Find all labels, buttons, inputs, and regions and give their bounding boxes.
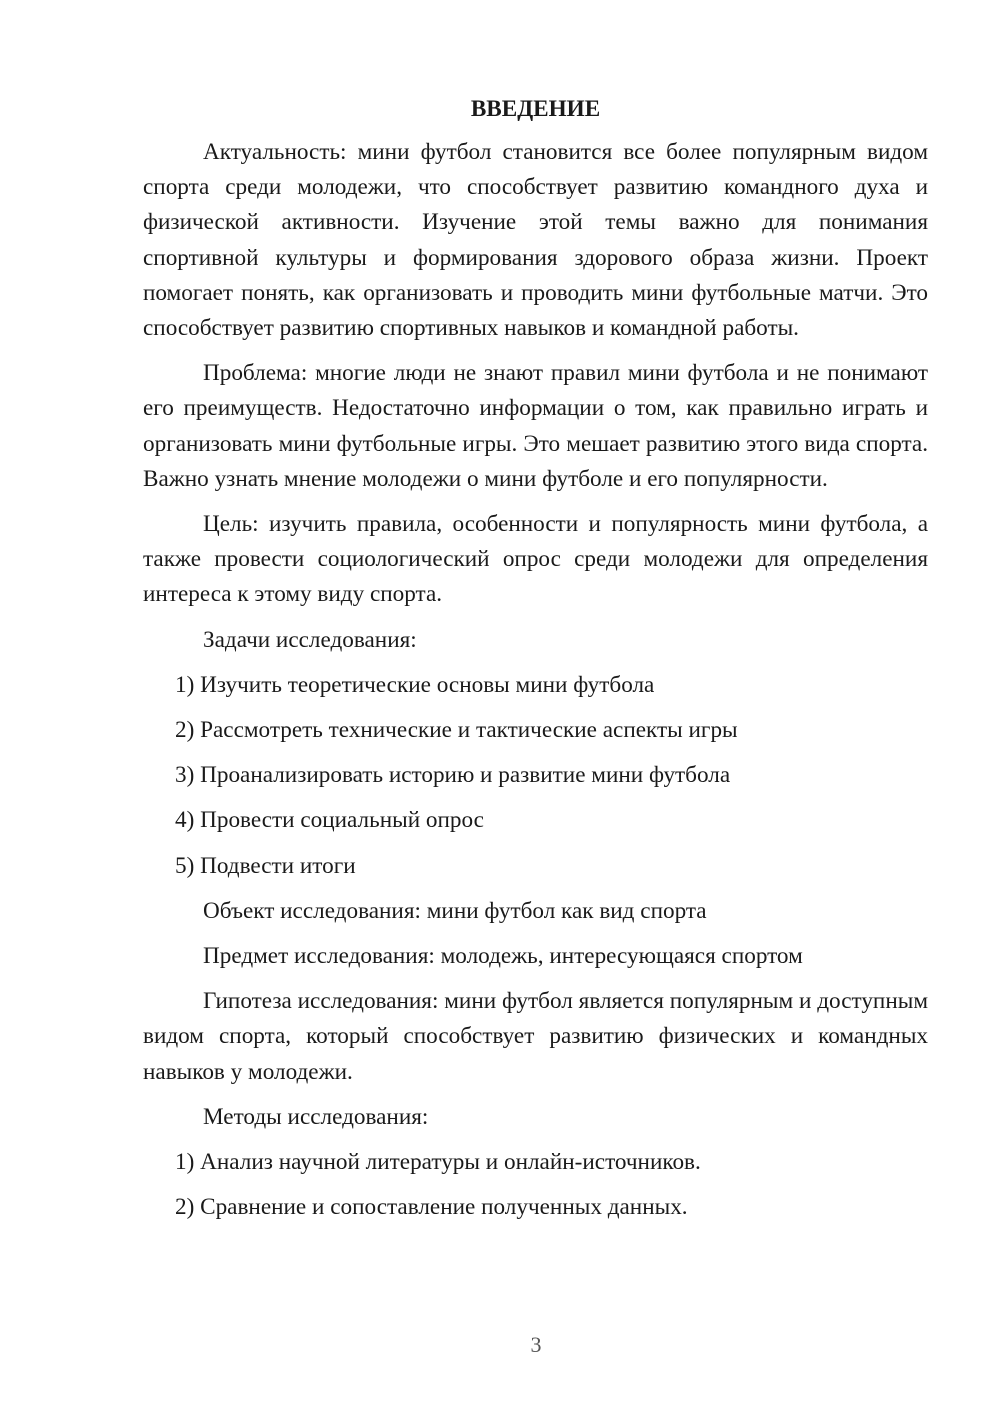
list-item: 2) Рассмотреть технические и тактические аспекты игры bbox=[175, 717, 738, 744]
hypothesis-paragraph: Гипотеза исследования: мини футбол является популярным и доступным видом спорта, который способствует развитию физических и командных навыков у молодежи. bbox=[143, 988, 928, 1085]
tasks-list bbox=[143, 668, 928, 884]
list-item: 1) Изучить теоретические основы мини футбола bbox=[175, 671, 655, 698]
tasks-title: Задачи исследования: bbox=[203, 626, 417, 653]
methods-list bbox=[143, 1145, 928, 1225]
list-item: 2) Сравнение и сопоставление полученных данных. bbox=[175, 1194, 688, 1221]
object-line: Объект исследования: мини футбол как вид спорта bbox=[203, 897, 707, 924]
problem-paragraph: Проблема: многие люди не знают правил мини футбола и не понимают его преимуществ. Недостаточно информации о том, как правильно играть и организовать мини футбольные игры. Это мешает развитию этого вида спорта. Важно узнать мнение молодежи о мини футболе и его популярности. bbox=[143, 360, 928, 492]
list-item: 3) Проанализировать историю и развитие мини футбола bbox=[175, 762, 731, 789]
page-number: 3 bbox=[530, 1332, 542, 1357]
goal-paragraph: Цель: изучить правила, особенности и популярность мини футбола, а также провести социологический опрос среди молодежи для определения интереса к этому виду спорта. bbox=[143, 511, 928, 608]
list-item: 1) Анализ научной литературы и онлайн-источников. bbox=[175, 1149, 701, 1176]
subject-line: Предмет исследования: молодежь, интересующаяся спортом bbox=[203, 943, 803, 970]
methods-title: Методы исследования: bbox=[203, 1103, 429, 1130]
list-item: 4) Провести социальный опрос bbox=[175, 807, 484, 834]
relevance-paragraph: Актуальность: мини футбол становится все более популярным видом спорта среди молодежи, что способствует развитию командного духа и физической активности. Изучение этой темы важно для понимания спортивной культуры и формирования здорового образа жизни. Проект помогает понять, как организовать и проводить мини футбольные матчи. Это способствует развитию спортивных навыков и командной работы. bbox=[143, 139, 928, 342]
list-item: 5) Подвести итоги bbox=[175, 852, 356, 879]
document-body bbox=[143, 92, 928, 1235]
section-heading: ВВЕДЕНИЕ bbox=[470, 96, 601, 122]
